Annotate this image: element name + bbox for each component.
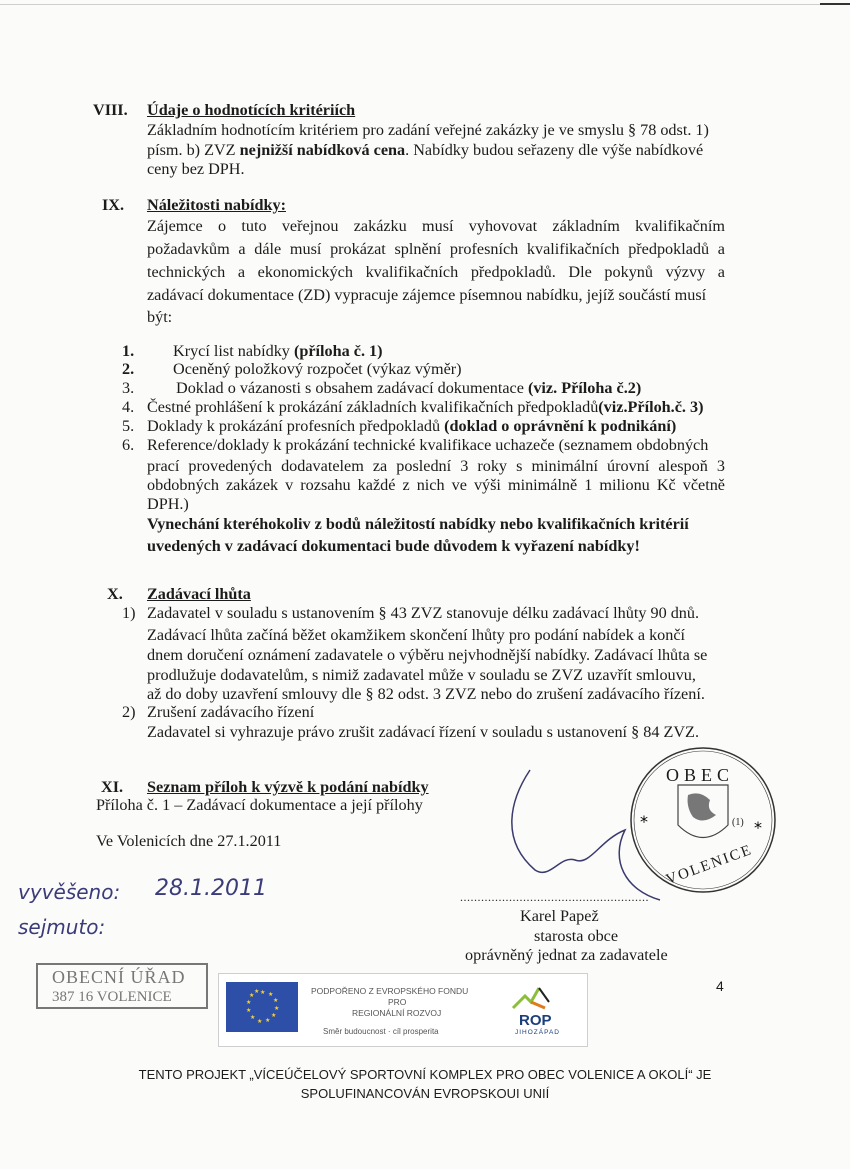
section-10-p1-line-5: až do doby uzavření smlouvy dle § 82 odst. 3 ZVZ nebo do zrušení zadávacího řízení. bbox=[147, 685, 705, 703]
rop-logo-icon bbox=[511, 982, 551, 1012]
svg-text:★: ★ bbox=[265, 1017, 271, 1024]
list-item-6-number: 6. bbox=[122, 436, 135, 454]
scan-edge-mark bbox=[820, 3, 850, 5]
eu-funding-banner bbox=[218, 973, 588, 1047]
section-10-heading: Zadávací lhůta bbox=[147, 585, 251, 603]
svg-text:*: * bbox=[640, 812, 648, 831]
svg-text:★: ★ bbox=[250, 1014, 256, 1021]
list-item-3-text: Doklad o vázanosti s obsahem zadávací dokumentace bbox=[176, 379, 528, 397]
eu-flag-icon bbox=[226, 982, 298, 1032]
section-10-p2-text: Zadavatel si vyhrazuje právo zrušit zadávací řízení v souladu s ustanovení § 84 ZVZ. bbox=[147, 723, 699, 741]
office-stamp bbox=[36, 963, 208, 1009]
svg-text:★: ★ bbox=[260, 989, 266, 996]
signature-dots: ...................................................... bbox=[460, 890, 649, 904]
section-11-line-1: Příloha č. 1 – Zadávací dokumentace a její přílohy bbox=[96, 796, 423, 814]
signer-name: Karel Papež bbox=[520, 907, 599, 925]
section-10-item-2-number: 2) bbox=[122, 703, 136, 721]
list-item-5 bbox=[147, 417, 676, 436]
list-item-5-number: 5. bbox=[122, 417, 135, 435]
list-item-6-cont-2: obdobných zakázek v rozsahu každé z nich ve výši minimálně 1 milionu Kč včetně bbox=[147, 476, 725, 494]
section-9-line-5: být: bbox=[147, 308, 173, 326]
list-item-6-cont-1: prací provedených dodavatelem za poslední 3 roky s minimální úrovní alespoň 3 bbox=[147, 457, 725, 475]
svg-text:★: ★ bbox=[271, 1012, 277, 1019]
list-item-5-text: Doklady k prokázání profesních předpokladů bbox=[147, 417, 445, 435]
section-10-p1-line-1: Zadavatel v souladu s ustanovením § 43 ZVZ stanovuje délku zadávací lhůty 90 dnů. bbox=[147, 604, 700, 622]
handwritten-posted-date: 28.1.2011 bbox=[155, 876, 267, 901]
section-8-line-2 bbox=[147, 141, 703, 160]
rop-subtext: JIHOZÁPAD bbox=[515, 1029, 560, 1036]
list-item-3 bbox=[176, 379, 641, 398]
warning-line-1: Vynechání kteréhokoliv z bodů náležitostí nabídky nebo kvalifikačních kritérií bbox=[147, 515, 689, 533]
rop-text: ROP bbox=[519, 1012, 552, 1029]
scan-edge-line bbox=[0, 4, 850, 5]
section-10-p1-line-4: prodlužuje dodavatelům, s nimiž zadavatel může v souladu se ZVZ uzavřít smlouvu, bbox=[147, 666, 696, 684]
section-11-number: XI. bbox=[101, 778, 124, 796]
list-item-4 bbox=[147, 398, 703, 417]
section-10-number: X. bbox=[107, 585, 123, 603]
eu-text-1: PODPOŘENO Z EVROPSKÉHO FONDU bbox=[311, 986, 469, 996]
svg-text:*: * bbox=[754, 818, 762, 837]
svg-text:★: ★ bbox=[257, 1018, 263, 1025]
list-item-4-bold: (viz.Příloh.č. 3) bbox=[598, 398, 704, 416]
list-item-1-bold: (příloha č. 1) bbox=[293, 342, 383, 360]
list-item-2: Oceněný položkový rozpočet (výkaz výměr) bbox=[173, 360, 462, 378]
seal-bottom-text: VOLENICE bbox=[663, 841, 755, 889]
eu-text-4: Směr budoucnost · cíl prosperita bbox=[323, 1027, 439, 1036]
seal-top-text: OBEC bbox=[666, 765, 735, 785]
svg-text:★: ★ bbox=[254, 988, 260, 995]
section-8-criterion: nejnižší nabídková cena bbox=[239, 141, 406, 159]
stamp-line-1: OBECNÍ ÚŘAD bbox=[52, 967, 186, 987]
list-item-5-bold: (doklad o oprávnění k podnikání) bbox=[444, 417, 677, 435]
footer-line-1: TENTO PROJEKT „VÍCEÚČELOVÝ SPORTOVNÍ KOMPLEX PRO OBEC VOLENICE A OKOLÍ“ JE bbox=[138, 1067, 712, 1082]
signer-role: starosta obce bbox=[534, 927, 619, 945]
section-10-p2-title: Zrušení zadávacího řízení bbox=[147, 703, 315, 721]
list-item-4-text: Čestné prohlášení k prokázání základních kvalifikačních předpokladů bbox=[147, 398, 599, 416]
list-item-6-cont-3: DPH.) bbox=[147, 495, 189, 513]
section-8-number: VIII. bbox=[93, 101, 128, 119]
section-8-line-3: ceny bez DPH. bbox=[147, 160, 245, 178]
svg-text:★: ★ bbox=[268, 991, 274, 998]
list-item-1-number: 1. bbox=[122, 342, 135, 360]
svg-text:★: ★ bbox=[246, 999, 252, 1006]
eu-text-2: PRO bbox=[388, 997, 407, 1007]
svg-text:★: ★ bbox=[273, 997, 279, 1004]
list-item-1 bbox=[173, 342, 383, 361]
section-10-p1-line-2: Zadávací lhůta začíná běžet okamžikem skončení lhůty pro podání nabídek a končí bbox=[147, 626, 686, 644]
section-9-line-3: technických a ekonomických kvalifikačních předpokladů. Dle pokynů výzvy a bbox=[147, 263, 725, 281]
section-9-number: IX. bbox=[102, 196, 125, 214]
signer-authority: oprávněný jednat za zadavatele bbox=[465, 946, 668, 964]
place-date: Ve Volenicích dne 27.1.2011 bbox=[96, 832, 282, 850]
section-10-p1-line-3: dnem doručení oznámení zadavatele o výběru nejvhodnější nabídky. Zadávací lhůta se bbox=[147, 646, 708, 664]
list-item-2-number: 2. bbox=[122, 360, 135, 378]
handwritten-posted-label: vyvěšeno: bbox=[18, 880, 121, 904]
list-item-3-bold: (viz. Příloha č.2) bbox=[527, 379, 642, 397]
handwritten-removed-label: sejmuto: bbox=[18, 915, 106, 939]
section-9-line-1: Zájemce o tuto veřejnou zakázku musí vyhovovat základním kvalifikačním bbox=[147, 217, 725, 235]
section-9-line-4: zadávací dokumentace (ZD) vypracuje zájemce písemnou nabídku, jejíž součástí musí bbox=[147, 286, 707, 304]
list-item-4-number: 4. bbox=[122, 398, 135, 416]
list-item-1-text: Krycí list nabídky bbox=[173, 342, 294, 360]
footer-line-2: SPOLUFINANCOVÁN EVROPSKOUI UNIÍ bbox=[300, 1086, 550, 1101]
section-8-line-2a: písm. b) ZVZ bbox=[147, 141, 240, 159]
section-9-heading: Náležitosti nabídky: bbox=[147, 196, 286, 214]
section-11-heading: Seznam příloh k výzvě k podání nabídky bbox=[147, 778, 429, 796]
section-8-heading: Údaje o hodnotících kritériích bbox=[147, 101, 356, 119]
svg-text:★: ★ bbox=[274, 1005, 280, 1012]
section-8-line-2c: . Nabídky budou seřazeny dle výše nabídkové bbox=[405, 141, 704, 159]
list-item-6: Reference/doklady k prokázání technické kvalifikace uchazeče (seznamem obdobných bbox=[147, 436, 709, 454]
warning-line-2: uvedených v zadávací dokumentaci bude důvodem k vyřazení nabídky! bbox=[147, 537, 640, 555]
section-8-line-1: Základním hodnotícím kritériem pro zadání veřejné zakázky je ve smyslu § 78 odst. 1) bbox=[147, 121, 709, 139]
eu-text-3: REGIONÁLNÍ ROZVOJ bbox=[352, 1008, 442, 1018]
page-number: 4 bbox=[716, 978, 724, 994]
section-10-item-1-number: 1) bbox=[122, 604, 136, 622]
municipal-seal bbox=[628, 745, 778, 895]
seal-mark: (1) bbox=[732, 817, 744, 828]
list-item-3-number: 3. bbox=[122, 379, 135, 397]
svg-text:★: ★ bbox=[246, 1007, 252, 1014]
section-9-line-2: požadavkům a dále musí prokázat splnění profesních kvalifikačních předpokladů a bbox=[147, 240, 725, 258]
stamp-line-2: 387 16 VOLENICE bbox=[52, 989, 172, 1005]
svg-text:★: ★ bbox=[249, 992, 255, 999]
